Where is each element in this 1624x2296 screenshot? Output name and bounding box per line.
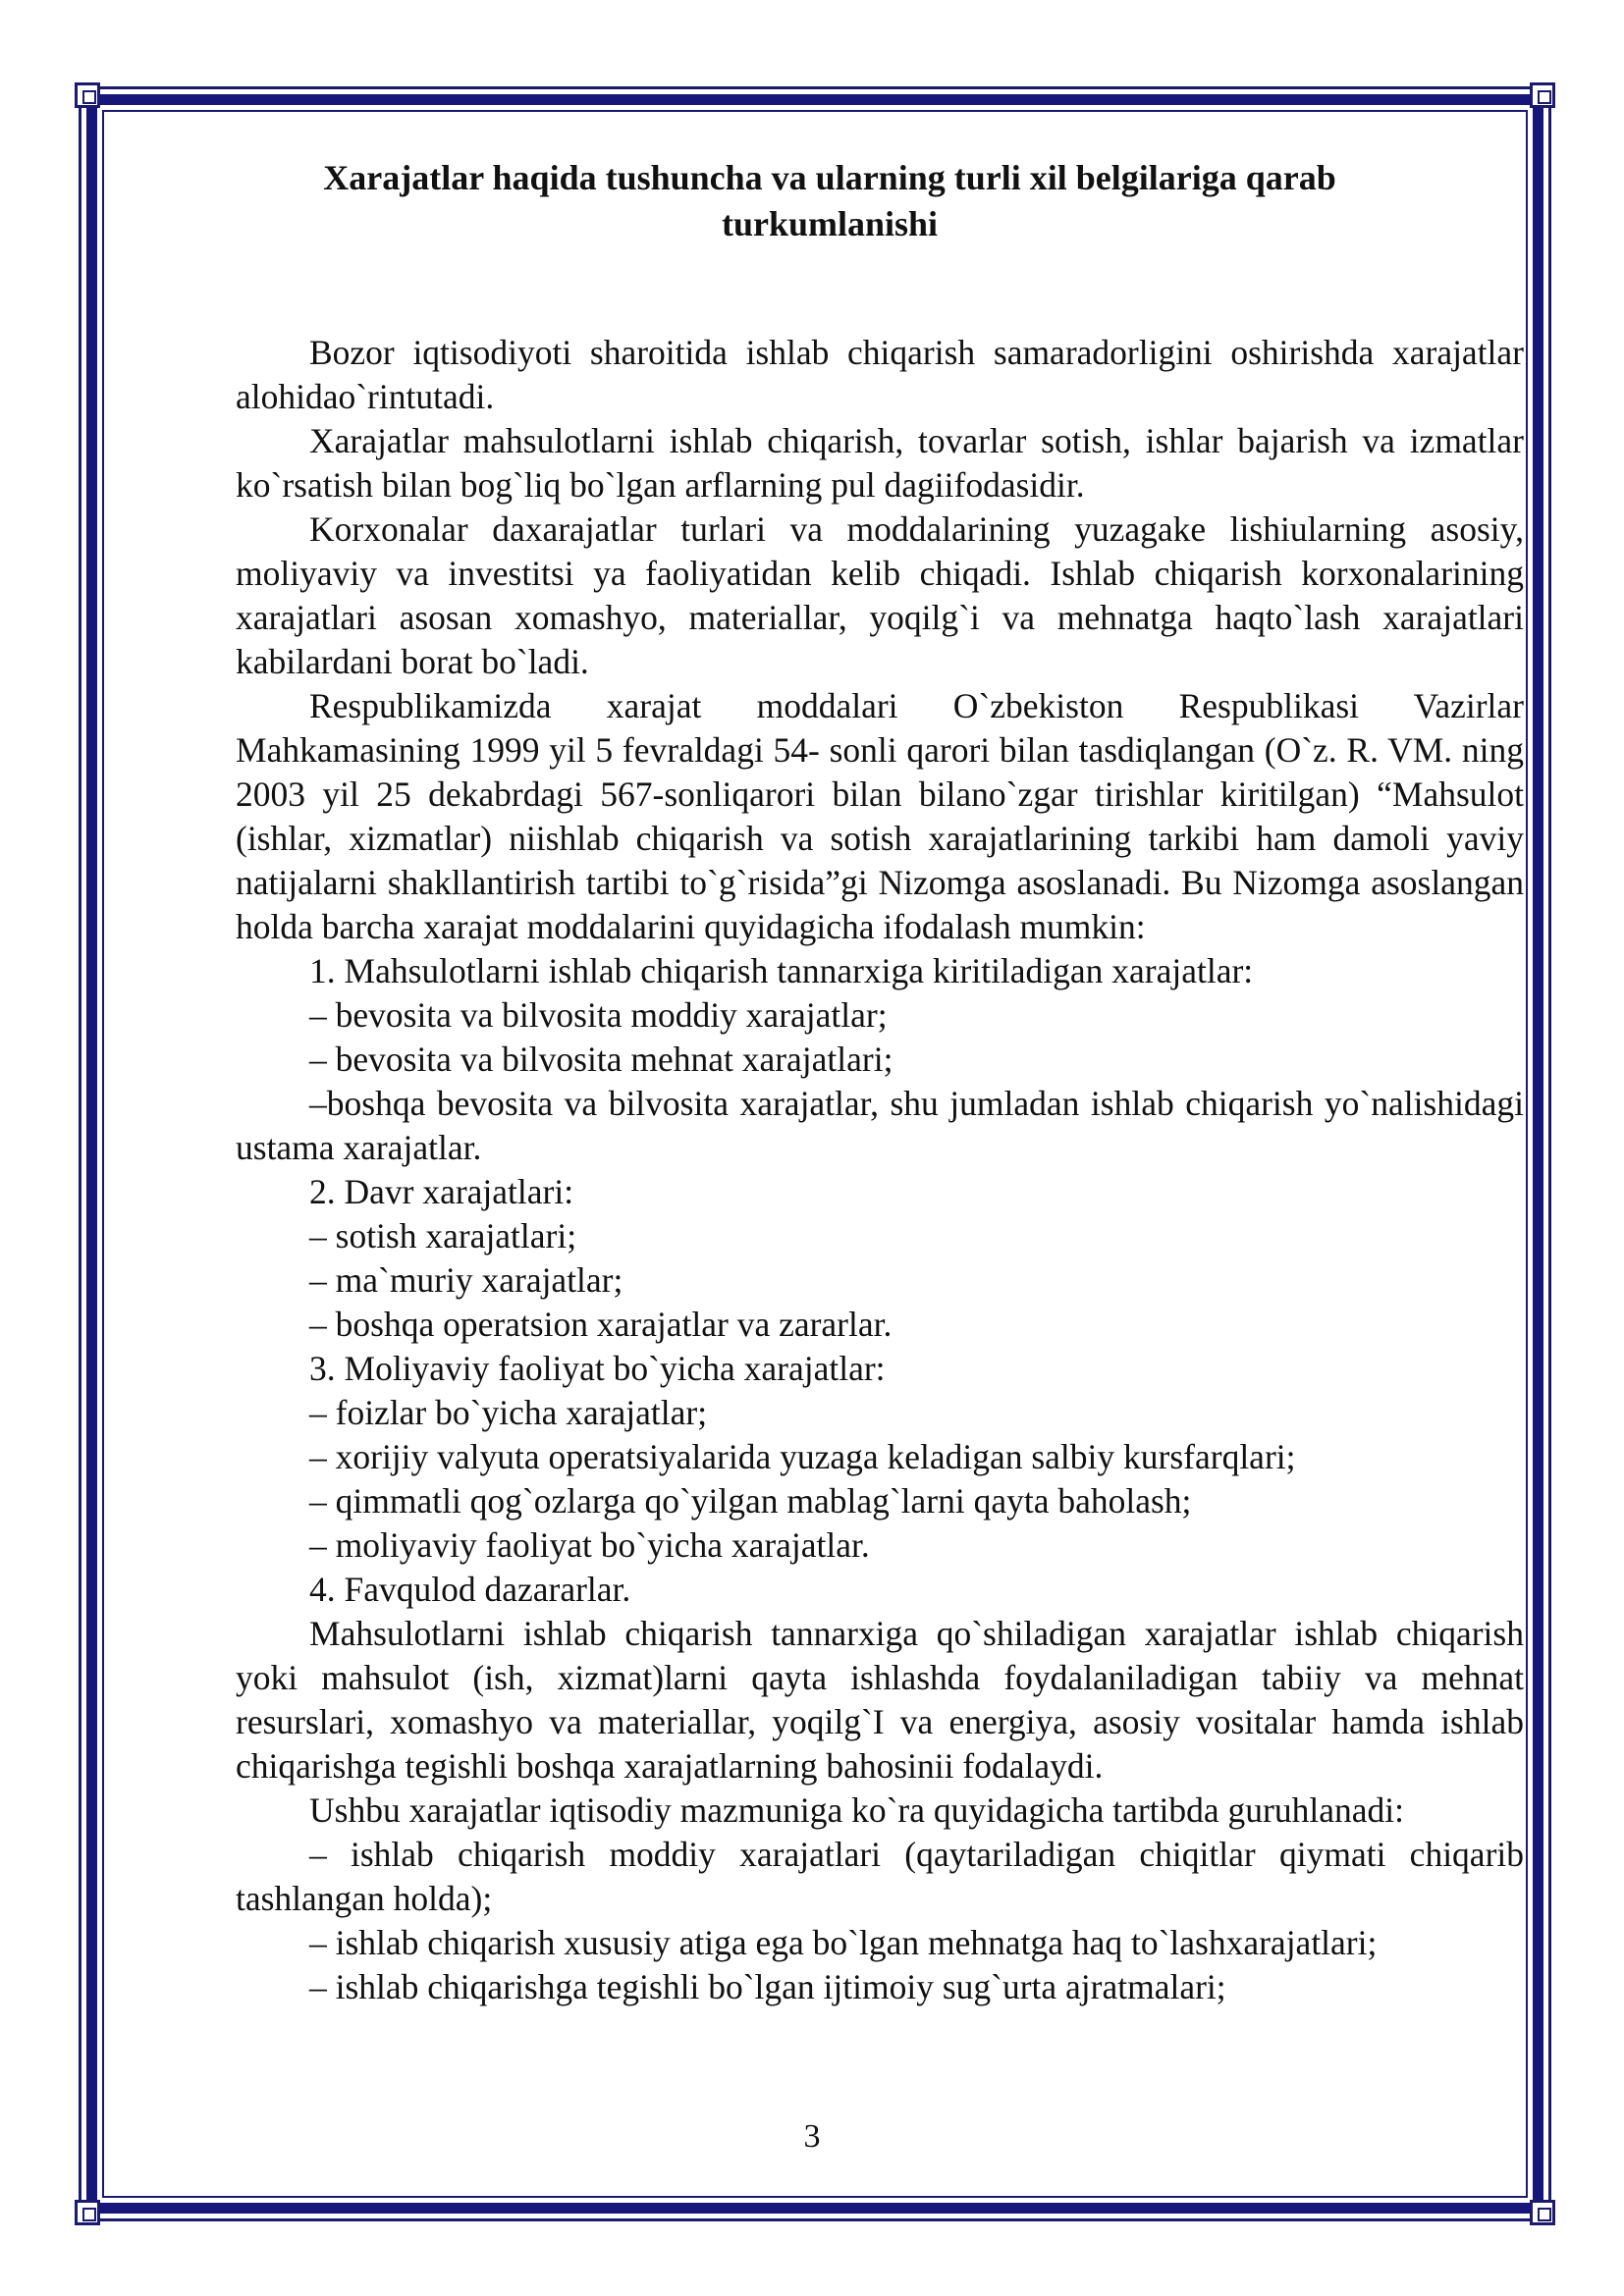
list-item: – ishlab chiqarish moddiy xarajatlari (qaytariladigan chiqitlar qiymati chiqarib tashlangan holda);: [236, 1835, 1524, 1918]
paragraph: Korxonalar daxarajatlar turlari va moddalarining yuzagake lishiularning asosiy, moliyaviy va investitsi ya faoliyatidan kelib chiqadi. Ishlab chiqarish korxonalarining xarajatlari asosan xomashyo, materiallar, yoqilg`i va mehnatga haqto`lash xarajatlari kabilardani borat bo`ladi.: [236, 509, 1524, 681]
list-item: – ishlab chiqarish xususiy atiga ega bo`lgan mehnatga haq to`lashxarajatlari;: [309, 1923, 1378, 1962]
page-number: 3: [803, 2118, 821, 2155]
list-item: – bevosita va bilvosita mehnat xarajatlari;: [309, 1040, 893, 1079]
list-heading: 4. Favqulod dazararlar.: [309, 1570, 631, 1609]
list-heading: 1. Mahsulotlarni ishlab chiqarish tannarxiga kiritiladigan xarajatlar:: [309, 951, 1254, 990]
paragraph: Mahsulotlarni ishlab chiqarish tannarxiga qo`shiladigan xarajatlar ishlab chiqarish yoki mahsulot (ish, xizmat)larni qayta ishlashda foydalaniladigan tabiiy va mehnat resurslari, xomashyo va materiallar, yoqilg`I va energiya, asosiy vositalar hamda ishlab chiqarishga tegishli boshqa xarajatlarning bahosinii fodalaydi.: [236, 1614, 1524, 1786]
paragraph: Respublikamizda xarajat moddalari O`zbekiston Respublikasi Vazirlar Mahkamasining 1999 yil 5 fevraldagi 54- sonli qarori bilan tasdiqlangan (O`z. R. VM. ning 2003 yil 25 dekabrdagi 567-sonliqarori bilan bilano`zgar tirishlar kiritilgan) “Mahsulot (ishlar, xizmatlar) niishlab chiqarish va sotish xarajatlarining tarkibi ham damoli yaviy natijalarni shakllantirish tartibi to`g`risida”gi Nizomga asoslanadi. Bu Nizomga asoslangan holda barcha xarajat moddalarini quyidagicha ifodalash mumkin:: [236, 686, 1524, 946]
title-line-1: Xarajatlar haqida tushuncha va ularning turli xil belgilariga qarab: [323, 158, 1336, 197]
document-body: [236, 331, 1524, 2009]
list-item: – ma`muriy xarajatlar;: [309, 1260, 623, 1300]
list-item: – boshqa operatsion xarajatlar va zararlar.: [309, 1305, 893, 1344]
paragraph: Bozor iqtisodiyoti sharoitida ishlab chiqarish samaradorligini oshirishda xarajatlar alohidao`rintutadi.: [236, 333, 1524, 416]
list-item: –boshqa bevosita va bilvosita xarajatlar, shu jumladan ishlab chiqarish yo`nalishidagi ustama xarajatlar.: [236, 1084, 1524, 1167]
corner-ornament-top-right: [1530, 82, 1555, 108]
title-line-2: turkumlanishi: [721, 204, 939, 243]
list-item: – xorijiy valyuta operatsiyalarida yuzaga keladigan salbiy kursfarqlari;: [309, 1437, 1296, 1476]
list-item: – foizlar bo`yicha xarajatlar;: [309, 1393, 708, 1432]
list-item: – sotish xarajatlari;: [309, 1216, 577, 1255]
page-title: [236, 155, 1424, 247]
paragraph: Xarajatlar mahsulotlarni ishlab chiqarish, tovarlar sotish, ishlar bajarish va izmatlar ko`rsatish bilan bog`liq bo`lgan arflarning pul dagiifodasidir.: [236, 421, 1524, 505]
list-heading: 2. Davr xarajatlari:: [309, 1172, 574, 1211]
list-item: – qimmatli qog`ozlarga qo`yilgan mablag`larni qayta baholash;: [309, 1481, 1192, 1521]
list-item: – bevosita va bilvosita moddiy xarajatlar;: [309, 995, 888, 1035]
corner-ornament-bottom-left: [75, 2200, 100, 2225]
corner-ornament-bottom-right: [1530, 2200, 1555, 2225]
paragraph: Ushbu xarajatlar iqtisodiy mazmuniga ko`ra quyidagicha tartibda guruhlanadi:: [309, 1790, 1404, 1830]
corner-ornament-top-left: [75, 82, 100, 108]
list-item: – ishlab chiqarishga tegishli bo`lgan ijtimoiy sug`urta ajratmalari;: [309, 1967, 1226, 2006]
list-item: – moliyaviy faoliyat bo`yicha xarajatlar.: [309, 1525, 870, 1565]
list-heading: 3. Moliyaviy faoliyat bo`yicha xarajatlar:: [309, 1349, 886, 1388]
